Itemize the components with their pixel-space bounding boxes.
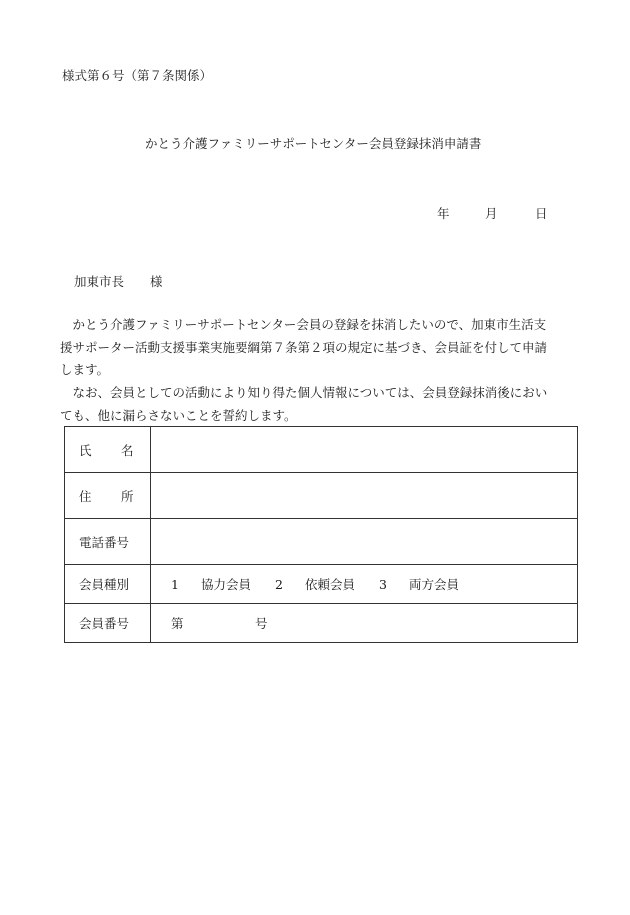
address-label: 住 所 <box>65 473 151 519</box>
paragraph-line: 援サポーター活動支援事業実施要綱第７条第２項の規定に基づき、会員証を付して申請 <box>60 339 548 355</box>
table-row-phone <box>65 519 578 565</box>
option-both-member[interactable]: 両方会員 <box>409 577 460 592</box>
paragraph-line: かとう介護ファミリーサポートセンター会員の登録を抹消したいので、加東市生活支 <box>60 317 547 332</box>
table-row-member-number <box>65 604 578 643</box>
paragraph-line: します。 <box>60 362 110 377</box>
application-form-table <box>64 426 578 643</box>
option-requesting-member[interactable]: 依頼会員 <box>305 577 356 592</box>
document-title: かとう介護ファミリーサポートセンター会員登録抹消申請書 <box>145 136 482 151</box>
member-type-label: 会員種別 <box>65 565 151 604</box>
address-field[interactable] <box>151 473 578 519</box>
date-line <box>437 204 548 222</box>
option-cooperating-member[interactable]: 協力会員 <box>201 577 252 592</box>
addressee-honorific: 様 <box>150 274 163 289</box>
table-row-name <box>65 427 578 473</box>
option-number: 3 <box>379 577 387 592</box>
date-day-label: 日 <box>535 206 548 221</box>
option-number: 2 <box>275 577 283 592</box>
member-number-label: 会員番号 <box>65 604 151 643</box>
date-month-label: 月 <box>485 206 498 221</box>
body-paragraph-1 <box>60 314 590 382</box>
form-number: 様式第６号（第７条関係） <box>62 68 213 83</box>
member-number-suffix: 号 <box>255 616 268 631</box>
paragraph-line: なお、会員としての活動により知り得た個人情報については、会員登録抹消後におい <box>60 385 548 400</box>
table-row-address <box>65 473 578 519</box>
table-row-member-type <box>65 565 578 604</box>
member-type-options[interactable] <box>151 565 578 604</box>
name-label: 氏 名 <box>65 427 151 473</box>
paragraph-line: ても、他に漏らさないことを誓約します。 <box>60 407 297 423</box>
option-number: 1 <box>171 577 179 592</box>
phone-label: 電話番号 <box>65 519 151 565</box>
phone-field[interactable] <box>151 519 578 565</box>
date-year-label: 年 <box>437 206 450 221</box>
member-number-field[interactable] <box>151 604 578 643</box>
name-field[interactable] <box>151 427 578 473</box>
addressee-name: 加東市長 <box>74 274 125 289</box>
member-number-prefix: 第 <box>171 616 184 631</box>
body-paragraph-2 <box>60 382 590 427</box>
addressee <box>74 272 163 290</box>
